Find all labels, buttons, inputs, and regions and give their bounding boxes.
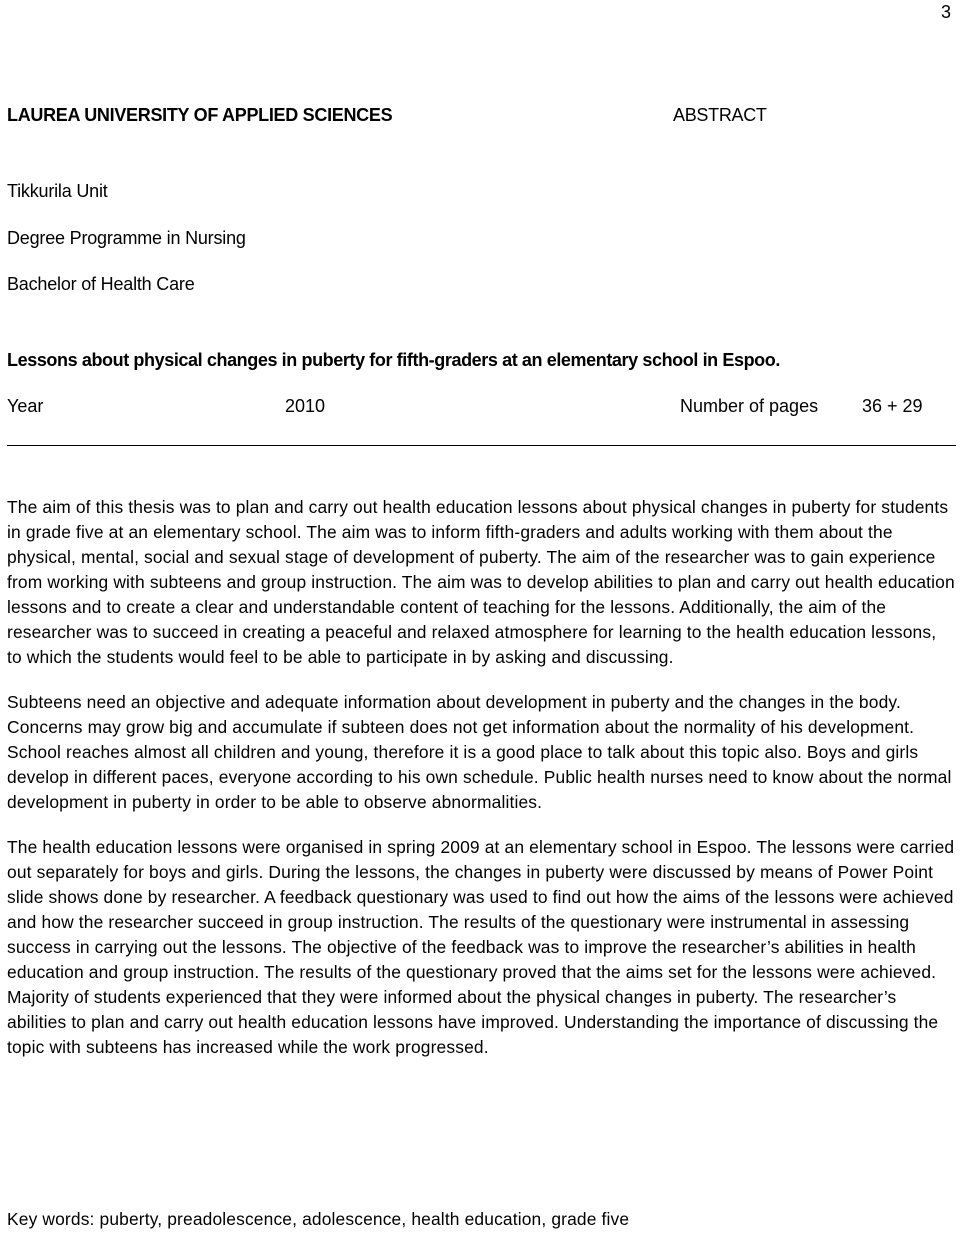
- keywords-line: Key words: puberty, preadolescence, adolescence, health education, grade five: [7, 1209, 630, 1229]
- abstract-body: [7, 495, 955, 1080]
- header-divider: [7, 445, 956, 446]
- pages-value: 36 + 29: [862, 396, 923, 416]
- year-label: Year: [7, 396, 44, 416]
- degree-line: Bachelor of Health Care: [7, 274, 195, 294]
- year-value: 2010: [285, 396, 326, 416]
- programme-line: Degree Programme in Nursing: [7, 228, 246, 248]
- abstract-paragraph: Subteens need an objective and adequate information about development in puberty and the changes in the body. Concerns may grow big and accumulate if subteen does not get information about the normality of his development. School reaches almost all children and young, therefore it is a good place to talk about this topic also. Boys and girls develop in different paces, everyone according to his own schedule. Public health nurses need to know about the normal development in puberty in order to be able to observe abnormalities.: [7, 692, 952, 812]
- document-type-label: ABSTRACT: [673, 105, 767, 125]
- thesis-title: Lessons about physical changes in puberty for fifth-graders at an elementary school in Espoo.: [7, 350, 780, 370]
- pages-label: Number of pages: [680, 396, 819, 416]
- unit-line: Tikkurila Unit: [7, 181, 108, 201]
- university-name: LAUREA UNIVERSITY OF APPLIED SCIENCES: [7, 105, 393, 125]
- abstract-paragraph: The aim of this thesis was to plan and carry out health education lessons about physical changes in puberty for students in grade five at an elementary school. The aim was to inform fifth-graders and adults working with them about the physical, mental, social and sexual stage of development of puberty. The aim of the researcher was to gain experience from working with subteens and group instruction. The aim was to develop abilities to plan and carry out health education lessons and to create a clear and understandable content of teaching for the lessons. Additionally, the aim of the researcher was to succeed in creating a peaceful and relaxed atmosphere for learning to the health education lessons, to which the students would feel to be able to participate in by asking and discussing.: [7, 497, 955, 667]
- abstract-paragraph: The health education lessons were organised in spring 2009 at an elementary school in Espoo. The lessons were carried out separately for boys and girls. During the lessons, the changes in puberty were discussed by means of Power Point slide shows done by researcher. A feedback questionary was used to find out how the aims of the lessons were achieved and how the researcher succeed in group instruction. The results of the questionary were instrumental in assessing success in carrying out the lessons. The objective of the feedback was to improve the researcher’s abilities in health education and group instruction. The results of the questionary proved that the aims set for the lessons were achieved. Majority of students experienced that they were informed about the physical changes in puberty. The researcher’s abilities to plan and carry out health education lessons have improved. Understanding the importance of discussing the topic with subteens has increased while the work progressed.: [7, 837, 955, 1057]
- page-number: 3: [940, 2, 951, 22]
